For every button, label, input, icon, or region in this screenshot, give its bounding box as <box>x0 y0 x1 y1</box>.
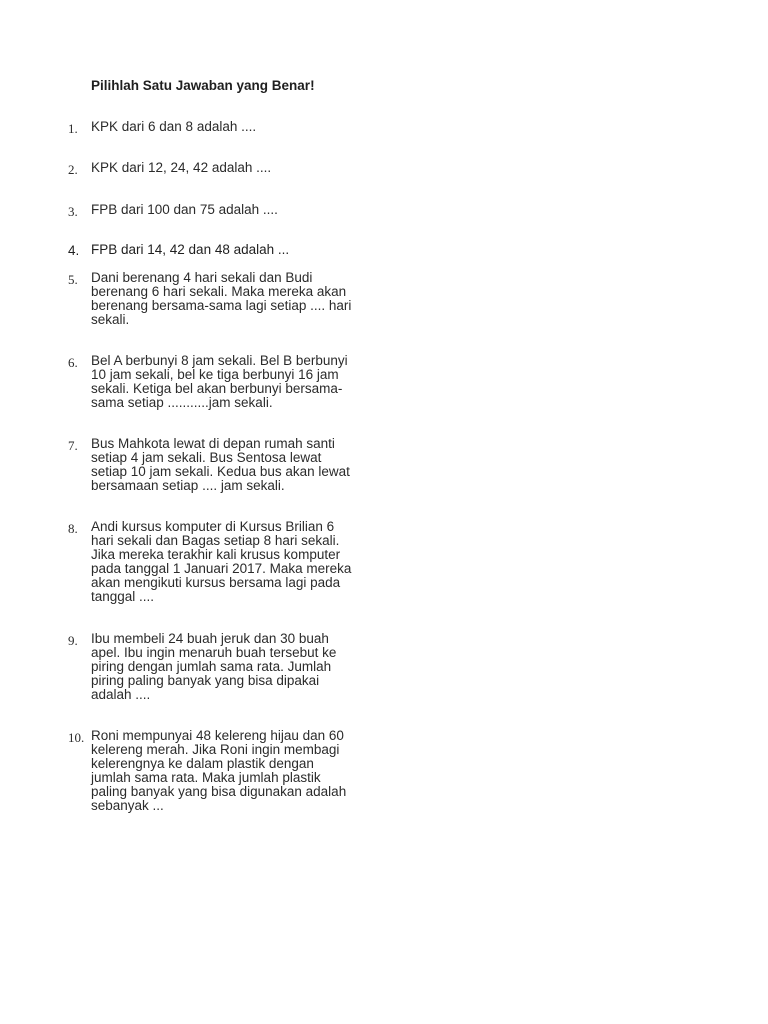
question-number: 7. <box>68 438 78 453</box>
question-text: FPB dari 14, 42 dan 48 adalah ... <box>91 242 290 257</box>
question-text: Dani berenang 4 hari sekali dan Budi berenang 6 hari sekali. Maka mereka akan berenang bersama-sama lagi setiap .... hari sekali. <box>91 270 352 327</box>
question-text: Roni mempunyai 48 kelereng hijau dan 60 kelereng merah. Jika Roni ingin membagi kelerengnya ke dalam plastik dengan jumlah sama rata. Maka jumlah plastik paling banyak yang bisa digunakan adalah sebanyak ... <box>91 728 347 813</box>
question-text: Bus Mahkota lewat di depan rumah santi setiap 4 jam sekali. Bus Sentosa lewat setiap 10 jam sekali. Kedua bus akan lewat bersamaan setiap .... jam sekali. <box>91 436 350 493</box>
question-number: 4. <box>68 243 80 258</box>
question-number: 5. <box>68 272 78 287</box>
question-text: Andi kursus komputer di Kursus Brilian 6 hari sekali dan Bagas setiap 8 hari sekali. Jika mereka terakhir kali krusus komputer pada tanggal 1 Januari 2017. Maka mereka akan mengikuti kursus bersama lagi pada tanggal .... <box>91 519 352 604</box>
question-number: 6. <box>68 355 78 370</box>
page-heading: Pilihlah Satu Jawaban yang Benar! <box>91 78 315 93</box>
question-text: FPB dari 100 dan 75 adalah .... <box>91 202 278 217</box>
question-number: 9. <box>68 633 78 648</box>
question-number: 8. <box>68 521 78 536</box>
question-text: Bel A berbunyi 8 jam sekali. Bel B berbunyi 10 jam sekali, bel ke tiga berbunyi 16 jam sekali. Ketiga bel akan berbunyi bersama- sama setiap ...........jam sekali. <box>91 353 348 410</box>
question-number: 1. <box>68 121 78 136</box>
question-text: KPK dari 12, 24, 42 adalah .... <box>91 160 272 175</box>
question-text: KPK dari 6 dan 8 adalah .... <box>91 119 257 134</box>
question-number: 3. <box>68 204 78 219</box>
question-text: Ibu membeli 24 buah jeruk dan 30 buah apel. Ibu ingin menaruh buah tersebut ke piring dengan jumlah sama rata. Jumlah piring paling banyak yang bisa dipakai adalah .... <box>91 631 337 702</box>
question-number: 10. <box>68 730 85 745</box>
question-number: 2. <box>68 162 78 177</box>
